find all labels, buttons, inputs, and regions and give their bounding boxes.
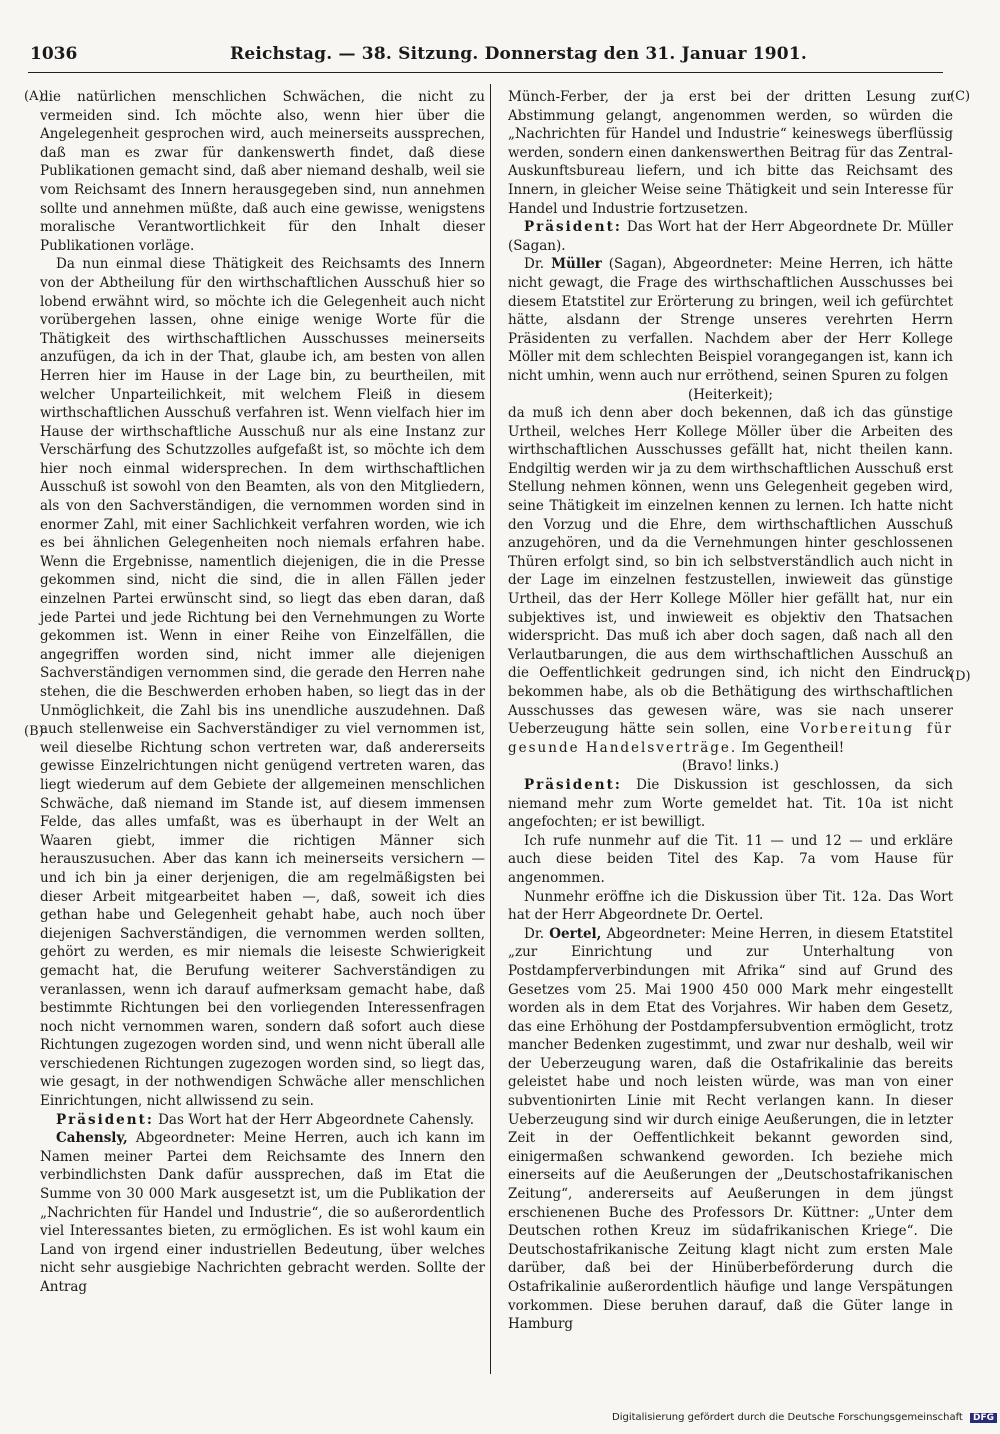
paragraph: Nunmehr eröffne ich die Diskussion über Tit. 12a. Das Wort hat der Herr Abgeordnete Dr. Oertel. xyxy=(508,888,953,924)
left-column xyxy=(40,88,485,1297)
paragraph: die natürlichen menschlichen Schwächen, die nicht zu vermeiden sind. Ich möchte also, wenn hier über die Angelegenheit gesprochen wird, auch meinerseits aussprechen, daß man es zwar für dankenswerth findet, daß diese Publikationen gemacht sind, daß aber niemand deshalb, weil sie vom Reichsamt des Innern herausgegeben sind, nun annehmen sollte und annehmen müßte, daß auch eine gewisse, wenigstens moralische Verantwortlichkeit für den Inhalt dieser Publikationen vorläge. xyxy=(40,89,485,254)
header-rule xyxy=(28,72,943,73)
speaker-name: Präsident: xyxy=(56,1111,154,1128)
page-number: 1036 xyxy=(30,44,78,64)
speech-text: Abgeordneter: Meine Herren, in diesem Etatstitel „zur Einrichtung und zur Unterhaltung von Postdampferverbindungen mit Afrika“ sind auf Grund des Gesetzes vom 25. Mai 1900 450 000 Mark mehr eingestellt worden als in dem Etat des Vorjahres. Wir haben dem Gesetz, das eine Erhöhung der Postdampfersubvention ermöglicht, trotz mancher Bedenken zugestimmt, und zwar nur deshalb, weil wir der Ueberzeugung waren, daß die Ostafrikalinie das bereits geleistet habe und noch leisten würde, was man von einer subventionirten Linie mit Recht verlangen kann. In dieser Ueberzeugung sind wir durch einige Aeußerungen, die in letzter Zeit in der Oeffentlichkeit bekannt geworden sind, einigermaßen schwankend geworden. Ich beziehe mich einerseits auf die Aeußerungen der „Deutschostafrikanischen Zeitung“, andererseits auf Aeußerungen in dem jüngst erschienenen Buche des Professors Dr. Küttner: „Unter dem Deutschen rothen Kreuz im südafrikanischen Kriege“. Die Deutschostafrikanische Zeitung klagt nicht zum ersten Male darüber, daß bei der Hinüberbeförderung durch die Ostafrikalinie außerordentlich häufige und lange Verspätungen vorkommen. Diese beruhen darauf, daß die Güter lange in Hamburg xyxy=(508,925,953,1333)
speech-text: Abgeordneter: Meine Herren, auch ich kann im Namen meiner Partei dem Reichsamte des Innern den verbindlichsten Dank dafür aussprechen, daß im Etat die Summe von 30 000 Mark ausgesetzt ist, um die Publikation der „Nachrichten für Handel und Industrie“, die so außerordentlich viel Interessantes bieten, zu ermöglichen. Es ist wohl kaum ein Land von irgend einer industriellen Bedeutung, über welches nicht sehr ausgiebige Nachrichten gebracht werden. Sollte der Antrag xyxy=(40,1130,485,1295)
page-header xyxy=(30,44,940,70)
margin-mark-b: (B) xyxy=(24,724,44,739)
speaker-name: Oertel, xyxy=(549,925,602,942)
margin-mark-d: (D) xyxy=(950,669,971,684)
speech-text: Im Gegentheil! xyxy=(741,739,845,756)
paragraph: Münch-Ferber, der ja erst bei der dritten Lesung zur Abstimmung gelangt, angenommen werden, so würden die „Nachrichten für Handel und Industrie“ keineswegs überflüssig werden, sondern einen dankenswerthen Beitrag für das Zentral-Auskunftsbureau liefern, und ich bitte das Reichsamt des Innern, in gleicher Weise seine Thätigkeit und sein Interesse für Handel und Industrie fortzusetzen. xyxy=(508,89,953,217)
speech-text: Das Wort hat der Herr Abgeordnete Cahensly. xyxy=(158,1111,475,1128)
speaker-title: Dr. xyxy=(524,256,545,273)
speech-text: Abgeordneter: Meine Herren, ich hätte nicht gewagt, die Frage des wirthschaftlichen Ausschusses bei diesem Etatstitel zur Erörterung zu bringen, weil ich gefürchtet hätte, alsdann der Strenge unseres verehrten Herrn Präsidenten zu verfallen. Nachdem aber der Herr Kollege Möller mit dem schlechten Beispiel vorangegangen ist, kann ich nicht umhin, wenn auch nur erröthend, seinen Spuren zu folgen xyxy=(508,256,954,384)
column-divider xyxy=(490,84,491,1374)
margin-mark-c: (C) xyxy=(950,89,971,104)
interjection: (Heiterkeit); xyxy=(688,386,773,403)
right-column xyxy=(508,88,953,1334)
speaker-title: Dr. xyxy=(524,925,545,942)
speech-cahensly xyxy=(40,1129,485,1296)
speech-text: Die Diskussion ist geschlossen, da sich niemand mehr zum Worte gemeldet hat. Tit. 10a ist nicht angefochten; er ist bewilligt. xyxy=(508,776,953,831)
emphasis-text: Vorbereitung für gesunde Handelsverträge. xyxy=(508,721,953,756)
speech-oertel xyxy=(508,925,953,1334)
running-title: Reichstag. — 38. Sitzung. Donnerstag den 31. Januar 1901. xyxy=(230,44,807,64)
speech-mueller xyxy=(508,255,953,385)
speech-praesident xyxy=(508,218,953,255)
speaker-name: Präsident: xyxy=(524,219,622,236)
speaker-name: Präsident: xyxy=(524,776,622,793)
interjection: (Bravo! links.) xyxy=(681,758,780,775)
speaker-name: Cahensly, xyxy=(56,1130,128,1147)
footer-text: Digitalisierung gefördert durch die Deutsche Forschungsgemeinschaft xyxy=(612,1412,963,1423)
dfg-logo: DFG xyxy=(970,1413,997,1423)
speaker-constituency: (Sagan), xyxy=(608,256,667,273)
footer-credit xyxy=(612,1412,997,1423)
speech-praesident xyxy=(508,776,953,832)
paragraph: Ich rufe nunmehr auf die Tit. 11 — und 12 — und erkläre auch diese beiden Titel des Kap. 7a vom Hause für angenommen. xyxy=(508,832,953,886)
margin-mark-a: (A) xyxy=(24,89,44,104)
speech-text: da muß ich denn aber doch bekennen, daß ich das günstige Urtheil, welches Herr Kollege Möller über die Arbeiten des wirthschaftlichen Ausschusses gefällt hat, nicht theilen kann. Endgiltig werden wir ja zu dem wirthschaftlichen Ausschuß erst Stellung nehmen können, wenn uns Gelegenheit gegeben wird, seine Thätigkeit im einzelnen kennen zu lernen. Ich hatte nicht den Vorzug und die Ehre, dem wirthschaftlichen Ausschuß anzugehören, und da die Vernehmungen hinter geschlossenen Thüren erfolgt sind, so bin ich selbstverständlich auch nicht in der Lage im einzelnen festzustellen, inwieweit das günstige Urtheil, das der Herr Kollege Möller hier gefällt hat, nur ein subjektives ist, und inwieweit es objektiv den Thatsachen widerspricht. Das muß ich aber doch sagen, daß nach all den Verlautbarungen, die aus dem wirthschaftlichen Ausschuß an die Oeffentlichkeit gedrungen sind, ich nicht den Eindruck bekommen habe, als ob die Bethätigung des wirthschaftlichen Ausschusses das gewesen wäre, was sie nach unserer Ueberzeugung hätte sein sollen, eine xyxy=(508,405,953,738)
paragraph: Da nun einmal diese Thätigkeit des Reichsamts des Innern von der Abtheilung für den wirthschaftlichen Ausschuß hier so lobend erwähnt wird, so möchte ich die Gelegenheit auch nicht vorübergehen lassen, ohne einige wenige Worte für die Thätigkeit des wirthschaftlichen Ausschusses meinerseits anzufügen, da ich in der That, glaube ich, am besten von allen Herren hier im Hause in der Lage bin, zu beurtheilen, mit welcher Unparteilichkeit, mit welchem Fleiß in diesem wirthschaftlichen Ausschuß verfahren ist. Wenn vielfach hier im Hause der wirthschaftliche Ausschuß nur als eine Instanz zur Verschärfung des Schutzzolles aufgefaßt ist, so möchte ich dem hier noch einmal widersprechen. In dem wirthschaftlichen Ausschuß ist sowohl von den Beamten, als von den Mitgliedern, als von den Sachverständigen, die vernommen worden sind in enormer Zahl, mit einer Sachlichkeit verfahren worden, wie ich es bei ähnlichen Gelegenheiten noch niemals erfahren habe. Wenn die Ergebnisse, namentlich diejenigen, die in die Presse gekommen sind, nicht die sind, die in allen Fällen jeder einzelnen Partei erwünscht sind, so liegt das eben daran, daß jede Partei und jede Richtung bei den Vernehmungen zu Worte gekommen ist. Wenn in einer Reihe von Einzelfällen, die angegriffen worden sind, nicht immer alle diejenigen Sachverständigen vernommen sind, die gerade den Herren nahe stehen, die die Beschwerden erhoben haben, so liegt das in der Unmöglichkeit, die Zahl bis ins unendliche auszudehnen. Daß auch stellenweise ein Sachverständiger zu viel vernommen ist, weil dieselbe Richtung schon vertreten war, daß andererseits gewisse Einzelrichtungen nicht genügend vertreten waren, das liegt wiederum auf dem Gebiete der allgemeinen menschlichen Schwäche, daß niemand im Stande ist, auf diesem immensen Felde, das alles umfaßt, was es überhaupt in der Welt an Waaren giebt, immer die richtigen Männer sich herauszusuchen. Aber das kann ich meinerseits versichern — und ich bin ja einer derjenigen, die am regelmäßigsten bei dieser Arbeit mitgearbeitet haben —, daß, soweit ich dies gethan habe und Gelegenheit gehabt habe, auch noch über diejenigen Sachverständigen, die vernommen werden sollten, gehört zu werden, es mir niemals die leiseste Schwierigkeit gemacht hat, die Berufung weiterer Sachverständigen zu veranlassen, wenn ich darauf aufmerksam gemacht habe, daß bestimmte Richtungen bei den vorliegenden Interessenfragen noch nicht vernommen waren, sondern daß sofort auch diese Richtungen zugezogen worden sind, und wenn nicht überall alle verschiedenen Richtungen zugezogen worden sind, so liegt das, wie gesagt, in der nothwendigen Schwäche aller menschlichen Einrichtungen, nicht allwissend zu sein. xyxy=(40,256,485,1110)
speaker-name: Müller xyxy=(551,256,602,273)
paragraph xyxy=(508,404,953,757)
speech-text: Das Wort hat der Herr Abgeordnete Dr. Müller (Sagan). xyxy=(508,219,953,254)
speech-praesident xyxy=(40,1111,485,1130)
